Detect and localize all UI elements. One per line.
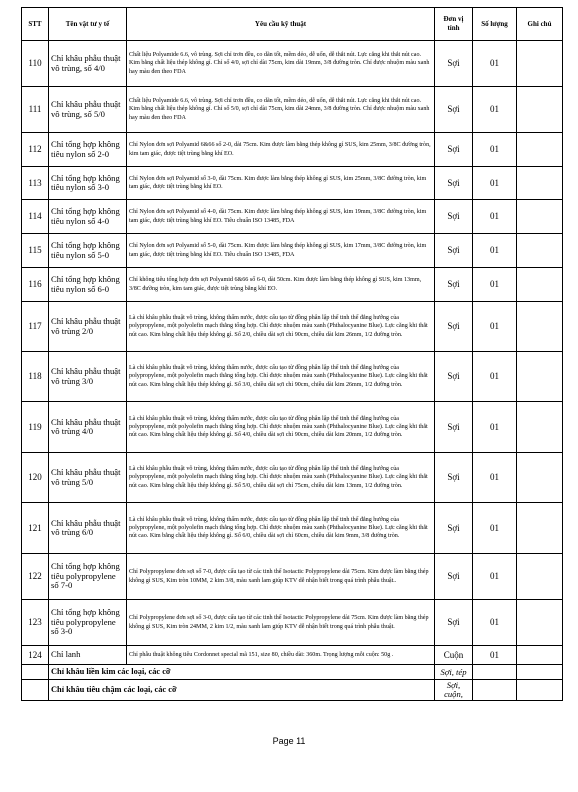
row-stt: 124 — [22, 646, 49, 665]
table-row — [22, 600, 563, 646]
group-unit: Sợi, tép — [435, 665, 473, 680]
row-stt: 116 — [22, 268, 49, 302]
table-row — [22, 200, 563, 234]
row-item-name: Chỉ tổng hợp không tiêu nylon số 5-0 — [49, 234, 127, 268]
table-row — [22, 41, 563, 87]
row-item-name: Chỉ khâu phẫu thuật vô trùng 5/0 — [49, 453, 127, 503]
row-quantity: 01 — [473, 503, 517, 554]
row-note — [517, 41, 563, 87]
page-number: Page 11 — [272, 736, 306, 746]
table-row — [22, 87, 563, 133]
header-stt: STT — [22, 8, 49, 41]
row-note — [517, 167, 563, 200]
row-note — [517, 646, 563, 665]
row-unit: Sợi — [435, 200, 473, 234]
row-item-name: Chỉ khâu phẫu thuật vô trùng, số 5/0 — [49, 87, 127, 133]
header-note: Ghi chú — [517, 8, 563, 41]
row-quantity: 01 — [473, 234, 517, 268]
row-item-name: Chỉ khâu phẫu thuật vô trùng 4/0 — [49, 402, 127, 453]
row-note — [517, 503, 563, 554]
row-spec: Chỉ Nylon đơn sợi Polyamid 6&66 số 2-0, dài 75cm. Kim được làm bằng thép không gỉ SUS, kim 25mm, 3/8C đường tròn, kim tam giác, được tiệt trùng bằng khí EO. — [127, 133, 435, 167]
table-row — [22, 646, 563, 665]
table-row — [22, 133, 563, 167]
row-spec: Là chỉ khâu phẫu thuật vô trùng, không thấm nước, được cấu tạo từ đồng phân lập thể tinh thể đẳng hướng của polypropylene, một polyolefin mạch thẳng tổng hợp. Chỉ được nhuộm màu xanh (Phthalocyanine Blue). Lực căng khi thắt nút cao. Kim bằng chất liệu thép không gỉ. Số 5/0, chiều dài sợi chỉ 75cm, chiều dài kim 13mm, 1/2 đường tròn. — [127, 453, 435, 503]
row-stt: 122 — [22, 554, 49, 600]
row-item-name: Chỉ tổng hợp không tiêu nylon số 2-0 — [49, 133, 127, 167]
row-spec: Chỉ không tiêu tổng hợp đơn sợi Polyamid 6&66 số 6-0, dài 50cm. Kim được làm bằng thép không gỉ SUS, kim 13mm, 3/8C đường tròn, kim tam giác, được tiệt trùng bằng khí EO. — [127, 268, 435, 302]
row-stt: 112 — [22, 133, 49, 167]
group-stt-empty — [22, 665, 49, 680]
table-row — [22, 453, 563, 503]
row-unit: Sợi — [435, 600, 473, 646]
row-spec: Chỉ Nylon đơn sợi Polyamid số 4-0, dài 75cm. Kim được làm bằng thép không gỉ SUS, kim 19mm, 3/8C đường tròn, kim tam giác, được tiệt trùng bằng khí EO. Tiêu chuẩn ISO 13485, FDA — [127, 200, 435, 234]
row-stt: 119 — [22, 402, 49, 453]
table-row — [22, 554, 563, 600]
row-quantity: 01 — [473, 87, 517, 133]
header-unit: Đơn vị tính — [435, 8, 473, 41]
table-row — [22, 268, 563, 302]
row-spec: Là chỉ khâu phẫu thuật vô trùng, không thấm nước, được cấu tạo từ đồng phân lập thể tinh thể đẳng hướng của polypropylene, một polyolefin mạch thẳng tổng hợp. Chỉ được nhuộm màu xanh (Phthalocyanine Blue). Lực căng khi thắt nút cao. Kim bằng chất liệu thép không gỉ. Số 2/0, chiều dài sợi chỉ 90cm, chiều dài kim 26mm, 1/2 đường tròn. — [127, 302, 435, 352]
row-quantity: 01 — [473, 554, 517, 600]
row-stt: 117 — [22, 302, 49, 352]
row-note — [517, 200, 563, 234]
row-unit: Sợi — [435, 41, 473, 87]
row-spec: Chỉ Polypropylene đơn sợi số 7-0, được cấu tạo từ các tinh thể Isotactic Polypropylene dài 75cm. Kim được làm bằng thép không gỉ SUS, Kim tròn 10MM, 2 kim 3/8, màu xanh lam giúp KTV dễ nhận biết trong quá trình phẫu thuật.. — [127, 554, 435, 600]
row-quantity: 01 — [473, 646, 517, 665]
row-unit: Sợi — [435, 234, 473, 268]
row-note — [517, 302, 563, 352]
row-quantity: 01 — [473, 453, 517, 503]
group-unit: Sợi, cuộn, — [435, 680, 473, 701]
row-quantity: 01 — [473, 402, 517, 453]
row-spec: Chỉ Polypropylene đơn sợi số 3-0, được cấu tạo từ các tinh thể Isotactic Polypropylene dài 75cm. Kim được làm bằng thép không gỉ SUS, Kim tròn 24MM, 2 kim 1/2, màu xanh lam giúp KTV dễ nhận biết trong quá trình phẫu thuật. — [127, 600, 435, 646]
table-header-row — [22, 8, 563, 41]
row-stt: 115 — [22, 234, 49, 268]
group-label: Chỉ khâu tiêu chậm các loại, các cỡ — [49, 680, 435, 701]
row-unit: Cuộn — [435, 646, 473, 665]
row-stt: 110 — [22, 41, 49, 87]
row-unit: Sợi — [435, 554, 473, 600]
group-row — [22, 680, 563, 701]
row-spec: Là chỉ khâu phẫu thuật vô trùng, không thấm nước, được cấu tạo từ đồng phân lập thể tinh thể đẳng hướng của polypropylene, một polyolefin mạch thẳng tổng hợp. Chỉ được nhuộm màu xanh (Phthalocyanine Blue). Lực căng khi thắt nút cao. Kim bằng chất liệu thép không gỉ. Số 3/0, chiều dài sợi chỉ 90cm, chiều dài kim 26mm, 1/2 đường tròn. — [127, 352, 435, 402]
row-quantity: 01 — [473, 133, 517, 167]
row-item-name: Chỉ tổng hợp không tiêu polypropylene số 3-0 — [49, 600, 127, 646]
table-row — [22, 302, 563, 352]
row-item-name: Chỉ tổng hợp không tiêu polypropylene số 7-0 — [49, 554, 127, 600]
row-note — [517, 402, 563, 453]
row-item-name: Chỉ khâu phẫu thuật vô trùng 2/0 — [49, 302, 127, 352]
group-note-empty — [517, 680, 563, 701]
supplies-table — [21, 7, 563, 701]
row-note — [517, 453, 563, 503]
row-note — [517, 554, 563, 600]
row-unit: Sợi — [435, 352, 473, 402]
group-qty-empty — [473, 665, 517, 680]
row-stt: 123 — [22, 600, 49, 646]
header-name: Tên vật tư y tế — [49, 8, 127, 41]
row-spec: Là chỉ khâu phẫu thuật vô trùng, không thấm nước, được cấu tạo từ đồng phân lập thể tinh thể đẳng hướng của polypropylene, một polyolefin mạch thẳng tổng hợp. Chỉ được nhuộm màu xanh (Phthalocyanine Blue). Lực căng khi thắt nút cao. Kim bằng chất liệu thép không gỉ. Số 4/0, chiều dài sợi chỉ 90cm, chiều dài kim 20mm, 1/2 đường tròn. — [127, 402, 435, 453]
row-item-name: Chỉ tổng hợp không tiêu nylon số 3-0 — [49, 167, 127, 200]
row-item-name: Chỉ khâu phẫu thuật vô trùng 6/0 — [49, 503, 127, 554]
row-quantity: 01 — [473, 41, 517, 87]
row-quantity: 01 — [473, 200, 517, 234]
row-stt: 111 — [22, 87, 49, 133]
row-stt: 118 — [22, 352, 49, 402]
group-qty-empty — [473, 680, 517, 701]
group-note-empty — [517, 665, 563, 680]
header-spec: Yêu cầu kỹ thuật — [127, 8, 435, 41]
table-row — [22, 402, 563, 453]
row-unit: Sợi — [435, 87, 473, 133]
row-note — [517, 600, 563, 646]
table-row — [22, 167, 563, 200]
row-stt: 114 — [22, 200, 49, 234]
table-row — [22, 352, 563, 402]
row-unit: Sợi — [435, 167, 473, 200]
header-qty: Số lượng — [473, 8, 517, 41]
row-unit: Sợi — [435, 268, 473, 302]
row-item-name: Chỉ tổng hợp không tiêu nylon số 6-0 — [49, 268, 127, 302]
row-spec: Là chỉ khâu phẫu thuật vô trùng, không thấm nước, được cấu tạo từ đồng phân lập thể tinh thể đẳng hướng của polypropylene, một polyolefin mạch thẳng tổng hợp. Chỉ được nhuộm màu xanh (Phthalocyanine Blue). Lực căng khi thắt nút cao. Kim bằng chất liệu thép không gỉ. Số 6/0, chiều dài sợi chỉ 60cm, chiều dài kim 9mm, 3/8 đường tròn. — [127, 503, 435, 554]
row-spec: Chất liệu Polyamide 6.6, vô trùng. Sợi chỉ trơn đều, co dãn tốt, mềm dẻo, dễ uốn, dễ thắt nút. Lực căng khi thắt nút cao. Kim bằng chất liệu thép không gỉ. Chỉ số 5/0, sợi chỉ dài 75cm, kim dài 24mm, 3/8 đường tròn. Chỉ được nhuộm màu xanh hay màu đen theo FDA — [127, 87, 435, 133]
row-stt: 113 — [22, 167, 49, 200]
group-label: Chỉ khâu liền kim các loại, các cỡ — [49, 665, 435, 680]
row-stt: 121 — [22, 503, 49, 554]
row-unit: Sợi — [435, 133, 473, 167]
row-quantity: 01 — [473, 302, 517, 352]
group-row — [22, 665, 563, 680]
group-stt-empty — [22, 680, 49, 701]
row-item-name: Chỉ tổng hợp không tiêu nylon số 4-0 — [49, 200, 127, 234]
row-spec: Chỉ phẫu thuật không tiêu Cordonnet special mã 151, size 80, chiều dài: 360m. Trọng lượng mỗi cuộn: 50g . — [127, 646, 435, 665]
row-unit: Sợi — [435, 453, 473, 503]
row-unit: Sợi — [435, 302, 473, 352]
row-quantity: 01 — [473, 167, 517, 200]
row-item-name: Chỉ lanh — [49, 646, 127, 665]
row-note — [517, 352, 563, 402]
row-note — [517, 234, 563, 268]
row-spec: Chất liệu Polyamide 6.6, vô trùng. Sợi chỉ trơn đều, co dãn tốt, mềm dẻo, dễ uốn, dễ thắt nút. Lực căng khi thắt nút cao. Kim bằng chất liệu thép không gỉ. Chỉ số 4/0, sợi chỉ dài 75cm, kim dài 19mm, 3/8 đường tròn. Chỉ được nhuộm màu xanh hay màu đen theo FDA — [127, 41, 435, 87]
table-row — [22, 234, 563, 268]
row-quantity: 01 — [473, 352, 517, 402]
row-note — [517, 268, 563, 302]
row-note — [517, 87, 563, 133]
row-spec: Chỉ Nylon đơn sợi Polyamid số 5-0, dài 75cm. Kim được làm bằng thép không gỉ SUS, kim 17mm, 3/8C đường tròn, kim tam giác, được tiệt trùng bằng khí EO. Tiêu chuẩn ISO 13485, FDA — [127, 234, 435, 268]
row-quantity: 01 — [473, 600, 517, 646]
row-unit: Sợi — [435, 503, 473, 554]
row-spec: Chỉ Nylon đơn sợi Polyamid số 3-0, dài 75cm. Kim được làm bằng thép không gỉ SUS, kim 25mm, 3/8C đường tròn, kim tam giác, được tiệt trùng bằng khí EO. — [127, 167, 435, 200]
row-item-name: Chỉ khâu phẫu thuật vô trùng, số 4/0 — [49, 41, 127, 87]
row-note — [517, 133, 563, 167]
row-unit: Sợi — [435, 402, 473, 453]
row-stt: 120 — [22, 453, 49, 503]
table-row — [22, 503, 563, 554]
row-quantity: 01 — [473, 268, 517, 302]
row-item-name: Chỉ khâu phẫu thuật vô trùng 3/0 — [49, 352, 127, 402]
